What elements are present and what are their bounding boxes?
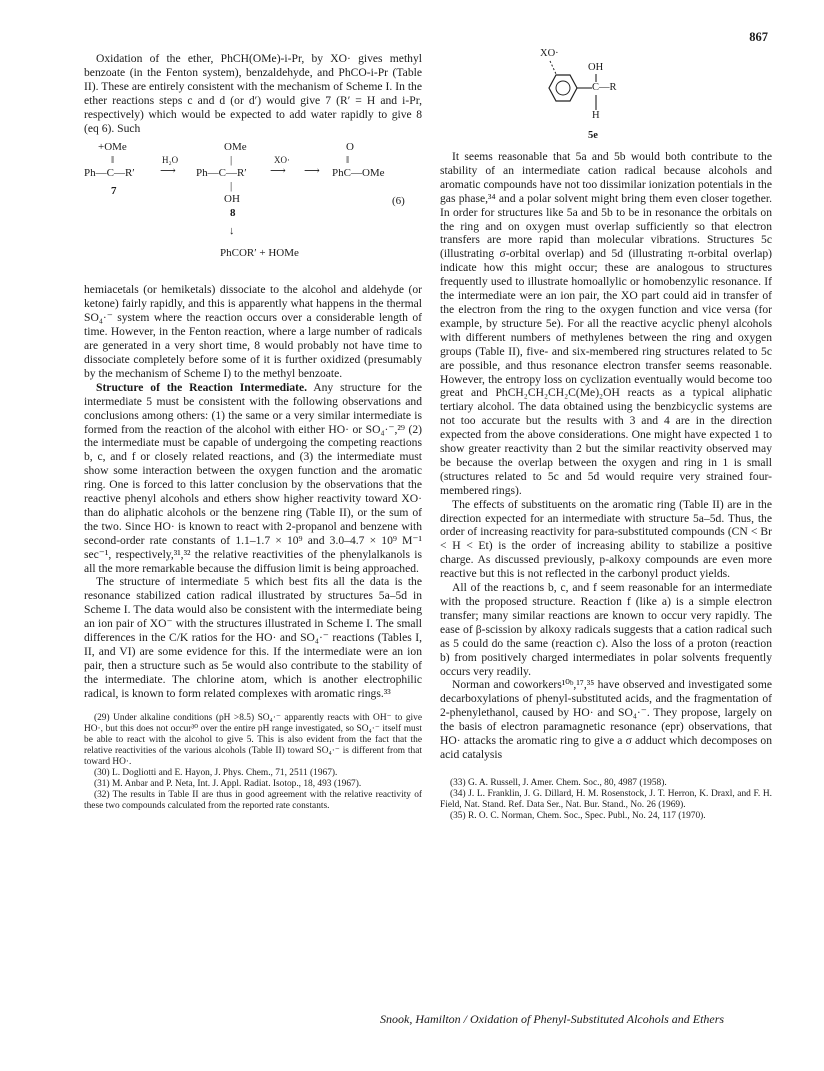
structure-5e-xo: XO· <box>540 48 559 59</box>
eq-reactant-top: +OMe <box>98 141 127 154</box>
eq-arrow2-label: XO· <box>274 155 290 166</box>
footnote-30: (30) L. Dogliotti and E. Hayon, J. Phys. Chem., 71, 2511 (1967). <box>94 768 338 779</box>
eq-reactant-label: 7 <box>111 185 117 198</box>
left-column <box>84 52 422 812</box>
right-paragraph-2: The effects of substituents on the aromatic ring (Table II) are in the direction expected for an intermediate with structure 5a–5d. Thus, the order of increasing reactivity for para-substituted compounds (CN < Br < H < Et) is the order of increasing ability to stabilize a positive charge. As discussed previously, p-alkoxy compounds are even more reactive but this is not reflected in the carbonyl product yields. <box>440 497 772 581</box>
left-paragraph-3 <box>84 381 422 576</box>
eq-intermediate-bottom: OH <box>224 193 240 206</box>
left-paragraph-2: hemiacetals (or hemiketals) dissociate to the alcohol and aldehyde (or ketone) fairly rapidly, and this is apparently what happens in the thermal SO₄·⁻ system where the reaction occurs over a considerable length of time. However, in the Fenton reaction, where a large number of radicals are generated in a very short time, 8 would probably not have time to dissociate completely before some of it is further oxidized (presumably by the mechanism of Scheme I) to the methyl benzoate. <box>84 283 422 380</box>
eq-arrow1-label: H₂O <box>162 155 179 166</box>
footnote-31: (31) M. Anbar and P. Neta, Int. J. Appl. Radiat. Isotop., 18, 493 (1967). <box>94 779 362 790</box>
section-heading: Structure of the Reaction Intermediate. <box>96 380 308 394</box>
left-paragraph-4: The structure of intermediate 5 which best fits all the data is the resonance stabilized cation radical illustrated by structures 5a–5d in Scheme I. The data would also be consistent with the intermediate being an ion pair of XO⁻ with the structures illustrated in Scheme I. The small differences in the C/K ratios for the HO· and SO₄·⁻ reactions (Tables I, II, and VI) are some evidence for this. If the intermediate were an ion pair, then a structure such as 5e would also contribute to the stability of the intermediate. The chlorine atom, which is another electrophilic radical, is known to form related complexes with aromatic rings.³³ <box>84 575 422 700</box>
eq-intermediate-top: OMe <box>224 141 247 154</box>
eq-reactant-double-bond: ‖ <box>111 154 115 167</box>
reference-34: (34) J. L. Franklin, J. G. Dillard, H. M. Rosenstock, J. T. Herron, K. Draxl, and F. H. Field, Nat. Stand. Ref. Data Ser., Nat. Bur. Stand., No. 26 (1969). <box>440 788 772 811</box>
eq-product-main: PhC—OMe <box>332 167 385 180</box>
reference-35: (35) R. O. C. Norman, Chem. Soc., Spec. Publ., No. 24, 117 (1970). <box>450 811 706 822</box>
eq-down-arrow: ↓ <box>229 225 235 238</box>
footnote-32: (32) The results in Table II are thus in good agreement with the relative reactivity of these two compounds calculated from the reported rate constants. <box>84 790 422 812</box>
eq-arrow3: ⟶ <box>304 165 320 178</box>
eq-number: (6) <box>392 195 405 208</box>
eq-arrow2: ⟶ <box>270 165 286 178</box>
right-column <box>440 150 772 822</box>
right-paragraph-3: All of the reactions b, c, and f seem reasonable for an intermediate with the proposed structure. Reaction f (like a) is a simple electron transfer; many similar reactions are known to occur very rapidly. The ease of β-scission by alkoxy radicals suggests that a cation radical such as 5 could do the same (reaction c). Also the loss of a proton (reaction b) from positively charged intermediates in polar solvents frequently occurs very readily. <box>440 581 772 678</box>
eq-arrow1: ⟶ <box>160 165 176 178</box>
structure-5e-benzene-ring <box>540 48 680 146</box>
structure-5e-c-r: C—R <box>592 82 617 93</box>
structure-5e-oh: OH <box>588 62 604 73</box>
structure-5e-h: H <box>592 110 600 121</box>
right-paragraph-1: It seems reasonable that 5a and 5b would both contribute to the stability of an intermediate cation radical because alcohols and aromatic compounds have not too dissimilar ionization potentials in the gas phase,³⁴ and a polar solvent might bring them even closer together. In order for structures like 5a and 5b to be in resonance the orbitals on the ring and on oxygen must overlap sufficiently so that electron transfers are more rapid than molecular vibrations. Structures 5c (illustrating σ-orbital overlap) and 5d (illustrating π-orbital overlap) indicate how this might occur; these are analogous to structures frequently used to illustrate homoallylic or homobenzylic resonance. If the intermediate were an ion pair, the XO part could aid in transfer of the electron from the ring to the oxygen function and vice versa (for example, by structure 5e). For all the reactive acyclic phenyl alcohols with different numbers of methylenes between the ring and oxygen groups (Table II), five- and six-membered ring structures related to 5c are possible, and thus resonance electron transfer seems reasonable. However, the entropy loss on cyclization eventually would become too great and PhCH₂CH₂CH₂C(Me)₂OH reacts as a typical aliphatic tertiary alcohol. The data obtained using the benzbicyclic systems are not too accurate but the results with 3 and 4 are in the direction expected from the above considerations. One might have expected 1 to show greater reactivity than 2 but the similar reactivity observed may be because the overlap between the oxygen and ring in 1 is small (structures related to 5c and 5d would require very strained four-membered rings). <box>440 150 772 497</box>
structure-5e <box>540 48 680 146</box>
equation-6 <box>84 141 422 281</box>
right-paragraph-4: Norman and coworkers¹⁰ᵇ,¹⁷,³⁵ have observed and investigated some decarboxylations of phenyl-substituted acids, and the fragmentation of 2-phenylethanol, caused by HO· and SO₄·⁻. They propose, largely on the basis of electron paramagnetic resonance (epr) observations, that HO· attacks the aromatic ring to give a σ adduct which decomposes on acid catalysis <box>440 678 772 761</box>
left-paragraph-1: Oxidation of the ether, PhCH(OMe)-i-Pr, by XO· gives methyl benzoate (in the Fenton system), benzaldehyde, and PhCO-i-Pr (Table II). These are entirely consistent with the mechanism of Scheme I. In the ether reactions steps c and d (or d′) would give 7 (R′ = H and i-Pr, respectively) which would be expected to add water rapidly to give 8 (eq 6). Such <box>84 52 422 135</box>
reference-33: (33) G. A. Russell, J. Amer. Chem. Soc., 80, 4987 (1958). <box>450 777 667 788</box>
eq-product-double-bond: ‖ <box>346 154 350 167</box>
eq-reactant-main: Ph—C—R′ <box>84 167 135 180</box>
eq-intermediate-label: 8 <box>230 207 236 220</box>
references <box>440 778 772 822</box>
running-footer: Snook, Hamilton / Oxidation of Phenyl-Substituted Alcohols and Ethers <box>380 1012 725 1026</box>
footnote-29: (29) Under alkaline conditions (pH >8.5) SO₄·⁻ apparently reacts with OH⁻ to give HO·, but this does not occur³⁰ over the entire pH range investigated, so SO₄·⁻ itself must be able to react with the alcohol to give 5. This is also evident from the fact that the relative reactivities of the various alcohols (Table II) toward SO₄·⁻ is different from that toward HO·. <box>84 712 422 767</box>
footnotes <box>84 713 422 813</box>
eq-intermediate-bond-up: | <box>230 154 233 167</box>
structure-5e-label: 5e <box>588 130 598 141</box>
eq-intermediate-bond-down: | <box>230 180 233 193</box>
eq-product-top: O <box>346 141 354 154</box>
page-number: 867 <box>749 30 768 44</box>
left-paragraph-3-text: Any structure for the intermediate 5 must be consistent with the following observations and conclusions among others: (1) the same or a very similar intermediate is formed from the reaction of the alcohol with either HO· or SO₄·⁻,²⁹ (2) the intermediate must be capable of undergoing the competing reactions b, c, and f or closely related reactions, and (3) the intermediate must show some interaction between the oxygen function and the aromatic ring. One is forced to this latter conclusion by the observations that the reactive phenyl alcohols and ethers show higher reactivity toward XO· than do aliphatic alcohols or the benzene ring (Table II), or the sum of the two. Since HO· is known to react with 2-propanol and benzene with second-order rate constants of 1.1–1.7 × 10⁹ and 3.0–4.7 × 10⁹ M⁻¹ sec⁻¹, respectively,³¹,³² the relative reactivities of the phenylalkanols is all the more remarkable because the diffusion limit is being approached. <box>84 380 423 575</box>
eq-intermediate-main: Ph—C—R′ <box>196 167 247 180</box>
eq-branch-product: PhCOR′ + HOMe <box>220 247 299 260</box>
